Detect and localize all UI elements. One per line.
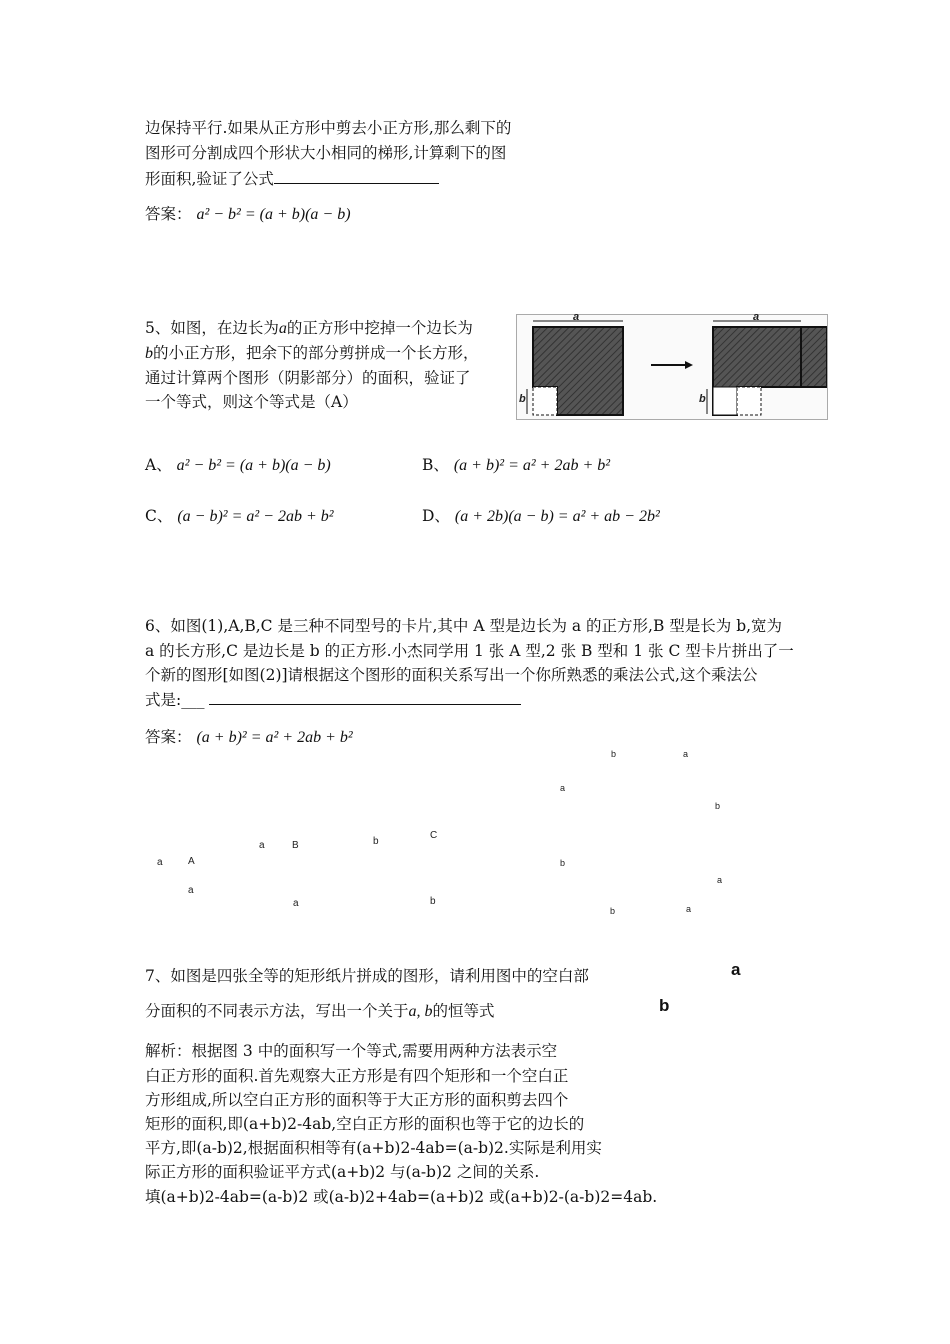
q4-line-3 <box>145 169 439 189</box>
q4-answer-formula: a² − b² = (a + b)(a − b) <box>196 206 351 223</box>
q6-line-4-text: 式是:___ <box>145 691 205 709</box>
q6-fig1-label-B: B <box>292 840 299 851</box>
q4-line-3-text: 形面积,验证了公式 <box>145 170 274 188</box>
q6-fig1-label-b1: b <box>373 836 379 847</box>
q5-line-1-text-b: 的正方形中挖掉一个边长为 <box>286 319 473 337</box>
q4-answer-blank <box>274 169 439 184</box>
q4-answer <box>145 204 351 225</box>
q6-fig2-label-b3: b <box>560 858 566 868</box>
q5-option-b <box>422 455 610 476</box>
q5-option-b-formula: (a + b)² = a² + 2ab + b² <box>453 457 611 474</box>
q5-var-a: a <box>278 320 287 337</box>
q5-var-b: b <box>145 345 153 362</box>
q5-option-c-formula: (a − b)² = a² − 2ab + b² <box>177 508 334 525</box>
q5-option-b-label: B、 <box>422 456 449 474</box>
q6-answer <box>145 727 353 748</box>
q6-fig1-label-C: C <box>430 830 438 841</box>
q7-analysis-6: 际正方形的面积验证平方式(a+b)2 与(a-b)2 之间的关系. <box>145 1163 540 1181</box>
q5-option-a-formula: a² − b² = (a + b)(a − b) <box>176 457 331 474</box>
q6-fig1-label-a3: a <box>259 840 265 851</box>
q7-analysis-3: 方形组成,所以空白正方形的面积等于大正方形的面积剪去四个 <box>145 1091 569 1109</box>
q7-analysis-5: 平方,即(a-b)2,根据面积相等有(a+b)2-4ab=(a-b)2.实际是利用实 <box>145 1139 602 1157</box>
q5-line-4: 一个等式，则这个等式是（A） <box>145 393 358 411</box>
q5-option-c <box>145 506 334 527</box>
q4-line-1: 边保持平行.如果从正方形中剪去小正方形,那么剩下的 <box>145 119 512 137</box>
q6-fig1-label-b2: b <box>430 896 436 907</box>
q6-fig2-label-a3: a <box>717 875 723 885</box>
q6-answer-formula: (a + b)² = a² + 2ab + b² <box>196 729 353 746</box>
q6-line-1: 6、如图(1),A,B,C 是三种不同型号的卡片,其中 A 型是边长为 a 的正方形,B 型是长为 b,宽为 <box>145 617 783 635</box>
q5-line-2 <box>145 343 479 364</box>
q7-analysis-1: 解析：根据图 3 中的面积写一个等式,需要用两种方法表示空 <box>145 1042 558 1060</box>
q6-fig1-label-A: A <box>188 856 195 867</box>
q7-line-2 <box>145 1001 495 1022</box>
q5-option-a-label: A、 <box>145 456 172 474</box>
q5-fig-label-b-left: b <box>519 393 526 405</box>
q4-answer-label: 答案： <box>145 205 192 223</box>
q5-fig-label-b-right: b <box>699 393 706 405</box>
q6-line-2: a 的长方形,C 是边长是 b 的正方形.小杰同学用 1 张 A 型,2 张 B 型和 1 张 C 型卡片拼出了一 <box>145 642 794 660</box>
q7-analysis-7: 填(a+b)2-4ab=(a-b)2 或(a-b)2+4ab=(a+b)2 或(a+b)2-(a-b)2=4ab. <box>145 1188 658 1206</box>
q5-option-a <box>145 455 331 476</box>
q7-analysis-2: 白正方形的面积.首先观察大正方形是有四个矩形和一个空白正 <box>145 1067 569 1085</box>
q5-option-d-label: D、 <box>422 507 450 525</box>
q5-fig-label-a-left: a <box>573 311 580 323</box>
q7-line-1: 7、如图是四张全等的矩形纸片拼成的图形，请利用图中的空白部 <box>145 967 589 985</box>
q6-fig2-label-b2: b <box>715 801 721 811</box>
q7-vars: a, b <box>408 1003 433 1020</box>
q6-answer-blank <box>209 690 521 705</box>
q7-fig-label-a: a <box>731 960 741 979</box>
q5-line-1-text: 5、如图，在边长为 <box>145 319 279 337</box>
q6-fig1-label-a2: a <box>188 885 194 896</box>
q7-fig-label-b: b <box>659 996 670 1015</box>
q5-cutout-square <box>533 387 557 415</box>
q4-line-2: 图形可分割成四个形状大小相同的梯形,计算剩下的图 <box>145 144 507 162</box>
q7-analysis-4: 矩形的面积,即(a+b)2-4ab,空白正方形的面积也等于它的边长的 <box>145 1115 585 1133</box>
q7-line-2-text: 分面积的不同表示方法，写出一个关于 <box>145 1002 409 1020</box>
q5-line-3: 通过计算两个图形（阴影部分）的面积，验证了 <box>145 369 471 387</box>
q5-option-d-formula: (a + 2b)(a − b) = a² + ab − 2b² <box>454 508 660 525</box>
q6-line-3: 个新的图形[如图(2)]请根据这个图形的面积关系写出一个你所熟悉的乘法公式,这个乘法公 <box>145 666 758 684</box>
q6-fig2-label-a2: a <box>560 783 566 793</box>
q6-fig2-label-a4: a <box>686 904 692 914</box>
q5-fig-label-a-right: a <box>753 311 760 323</box>
q5-option-d <box>422 506 660 527</box>
q5-option-c-label: C、 <box>145 507 173 525</box>
q5-figure <box>516 311 828 420</box>
q5-line-2-text: 的小正方形，把余下的部分剪拼成一个长方形， <box>153 344 479 362</box>
q6-fig1-label-a1: a <box>157 857 163 868</box>
q6-fig2-label-a1: a <box>683 749 689 759</box>
q6-fig2-label-b1: b <box>611 749 617 759</box>
q6-fig2-label-b4: b <box>610 906 616 916</box>
q6-line-4 <box>145 690 521 710</box>
q6-fig1-label-a4: a <box>293 898 299 909</box>
q6-answer-label: 答案： <box>145 728 192 746</box>
q7-line-2-text-b: 的恒等式 <box>432 1002 495 1020</box>
q5-line-1 <box>145 318 473 339</box>
q5-figure-svg <box>517 315 827 419</box>
